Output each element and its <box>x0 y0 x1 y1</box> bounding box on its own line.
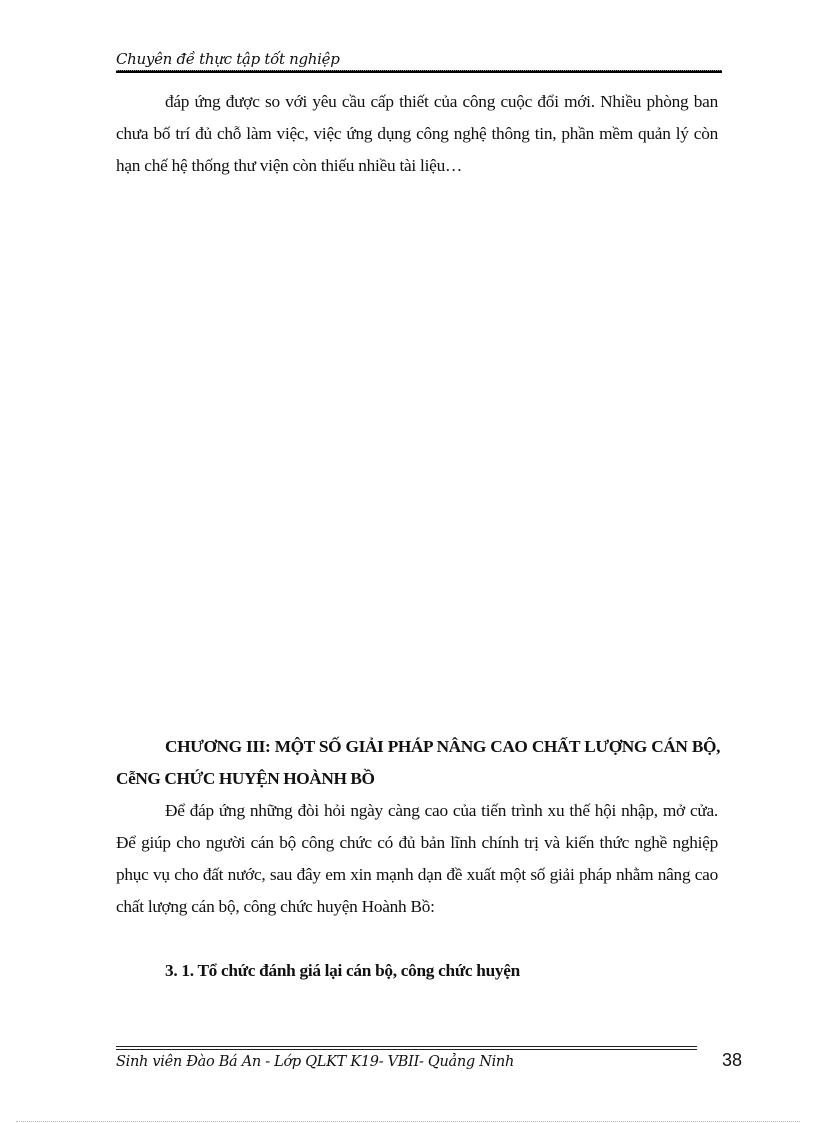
footer-text: Sinh viên Đào Bá An - Lớp QLKT K19- VBII- Quảng Ninh <box>116 1054 515 1070</box>
page-header <box>116 48 722 74</box>
chapter-heading: CHƯƠNG III: MỘT SỐ GIẢI PHÁP NÂNG CAO CHẤT LƯỢNG CÁN BỘ, CễNG CHỨC HUYỆN HOÀNH BỒ <box>116 737 720 788</box>
header-rule <box>116 70 722 73</box>
paragraph-intro <box>116 795 718 923</box>
paragraph-text: Để đáp ứng những đòi hỏi ngày càng cao của tiến trình xu thế hội nhập, mở cửa. Để giúp cho người cán bộ công chức có đủ bản lĩnh chính trị và kiến thức nghề nghiệp phục vụ cho đất nước, sau đây em xin mạnh dạn đề xuất một số giải pháp nhằm nâng cao chất lượng cán bộ, công chức huyện Hoành Bồ: <box>116 801 718 916</box>
page-number: 38 <box>721 1050 742 1070</box>
paragraph-text: đáp ứng được so với yêu cầu cấp thiết của công cuộc đổi mới. Nhiều phòng ban chưa bố trí đủ chỗ làm việc, việc ứng dụng công nghệ thông tin, phần mềm quản lý còn hạn chế hệ thống thư viện còn thiếu nhiều tài liệu… <box>116 92 718 175</box>
page-footer <box>116 1046 742 1076</box>
section-heading: 3. 1. Tổ chức đánh giá lại cán bộ, công chức huyện <box>165 961 520 980</box>
footer-rule <box>116 1046 697 1050</box>
header-title: Chuyên đề thực tập tốt nghiệp <box>116 50 340 68</box>
paragraph-continuation <box>116 86 718 182</box>
